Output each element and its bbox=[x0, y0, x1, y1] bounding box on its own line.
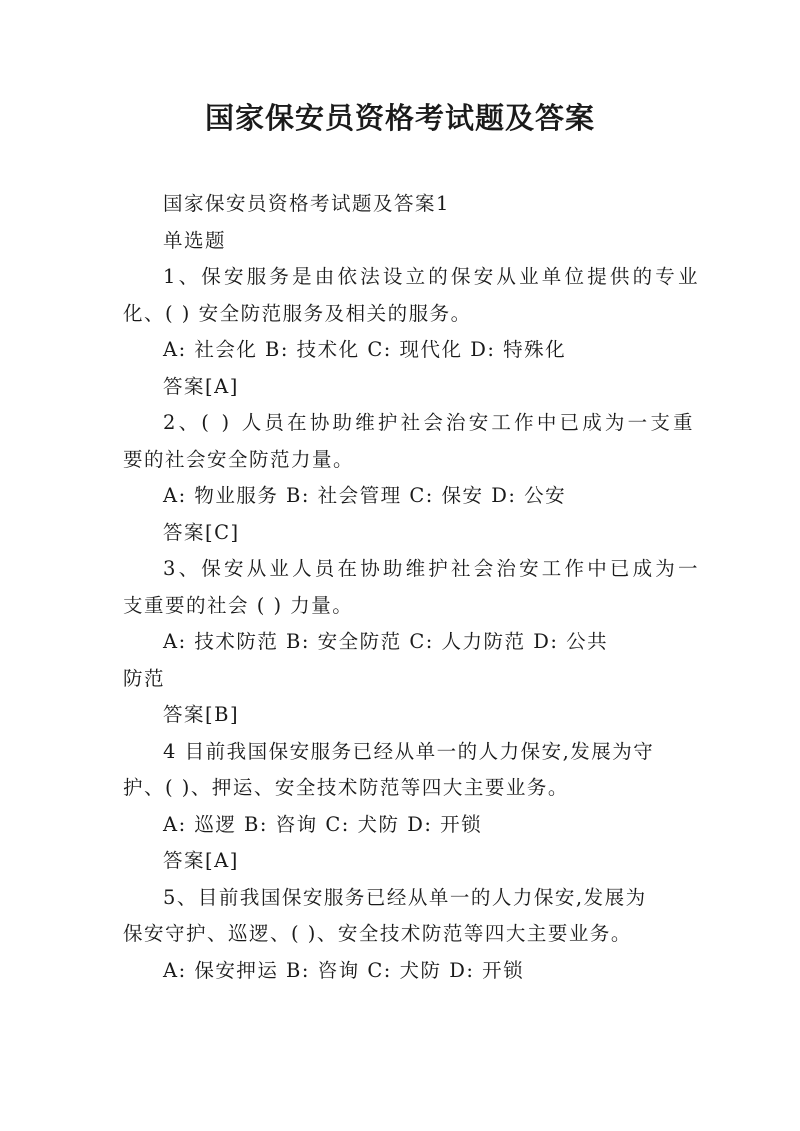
question-3-text: 3、保安从业人员在协助维护社会治安工作中已成为一 bbox=[163, 557, 701, 580]
question-type-label: 单选题 bbox=[163, 228, 227, 252]
question-2-text-cont: 要的社会安全防范力量。 bbox=[123, 447, 355, 471]
question-3-options: A: 技术防范 B: 安全防范 C: 人力防范 D: 公共 bbox=[163, 630, 609, 653]
question-5-text-cont: 保安守护、巡逻、( )、安全技术防范等四大主要业务。 bbox=[123, 922, 632, 945]
question-2-text: 2、( ) 人员在协助维护社会治安工作中已成为一支重 bbox=[163, 411, 696, 434]
question-5-text: 5、目前我国保安服务已经从单一的人力保安,发展为 bbox=[163, 885, 647, 909]
question-4-answer: 答案[A] bbox=[163, 849, 239, 872]
question-2-options: A: 物业服务 B: 社会管理 C: 保安 D: 公安 bbox=[163, 484, 567, 507]
document-body bbox=[123, 186, 701, 989]
question-4-text-cont: 护、( )、押运、安全技术防范等四大主要业务。 bbox=[123, 776, 569, 799]
question-1-text-cont: 化、( ) 安全防范服务及相关的服务。 bbox=[123, 301, 472, 325]
section-heading: 国家保安员资格考试题及答案1 bbox=[163, 192, 450, 215]
question-4-text: 4 目前我国保安服务已经从单一的人力保安,发展为守 bbox=[163, 739, 655, 763]
question-3-options-cont: 防范 bbox=[123, 666, 166, 690]
question-4-options: A: 巡逻 B: 咨询 C: 犬防 D: 开锁 bbox=[163, 812, 483, 836]
question-1-text: 1、保安服务是由依法设立的保安从业单位提供的专业 bbox=[163, 265, 701, 288]
question-1-options: A: 社会化 B: 技术化 C: 现代化 D: 特殊化 bbox=[163, 338, 567, 361]
question-2-answer: 答案[C] bbox=[163, 520, 240, 544]
document-title: 国家保安员资格考试题及答案 bbox=[204, 101, 595, 135]
question-5-options: A: 保安押运 B: 咨询 C: 犬防 D: 开锁 bbox=[163, 958, 525, 982]
question-3-answer: 答案[B] bbox=[163, 703, 240, 726]
question-3-text-cont: 支重要的社会 ( ) 力量。 bbox=[123, 593, 354, 617]
question-1-answer: 答案[A] bbox=[163, 374, 239, 398]
